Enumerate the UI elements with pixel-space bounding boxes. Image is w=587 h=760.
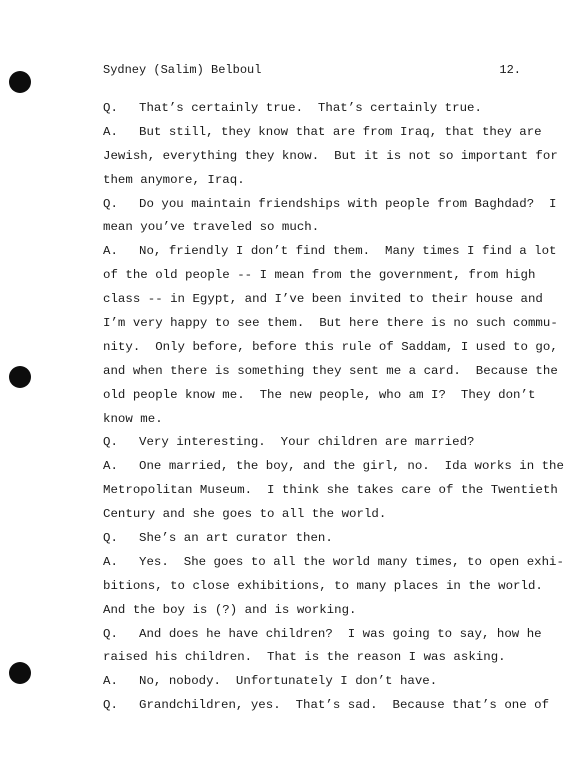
line-text: I’m very happy to see them. But here there is no such commu-	[103, 316, 558, 331]
speaker-label: Q.	[103, 531, 118, 546]
line-text: them anymore, Iraq.	[103, 172, 245, 187]
transcript-line	[103, 264, 536, 288]
line-text: class -- in Egypt, and I’ve been invited to their house and	[103, 292, 543, 307]
line-text: of the old people -- I mean from the government, from high	[103, 268, 536, 283]
line-text: mean you’ve traveled so much.	[103, 220, 320, 235]
speaker-label: Q.	[103, 101, 118, 115]
punch-hole-top	[9, 71, 31, 93]
line-text: But still, they know that are from Iraq, that they are	[139, 124, 542, 139]
line-text: and when there is something they sent me a card. Because the	[103, 363, 558, 378]
transcript-line	[103, 646, 528, 670]
transcript-line	[103, 503, 528, 527]
transcript-line	[103, 694, 550, 718]
line-text: raised his children. That is the reason I was asking.	[103, 650, 506, 665]
transcript-line	[103, 193, 557, 217]
transcript-line	[103, 670, 528, 694]
transcript-line	[103, 121, 542, 145]
transcript-line	[103, 336, 558, 360]
line-text: And the boy is (?) and is working.	[103, 602, 357, 617]
transcript-line	[103, 479, 558, 503]
speaker-label: A.	[103, 459, 118, 474]
speaker-label: A.	[103, 244, 118, 259]
transcript-line	[103, 408, 528, 432]
transcript-line	[103, 97, 528, 121]
transcript-line	[103, 623, 542, 647]
punch-hole-bottom	[9, 662, 31, 684]
speaker-label: Q.	[103, 196, 118, 211]
transcript-line	[103, 575, 543, 599]
transcript-line	[103, 527, 528, 551]
line-text: nity. Only before, before this rule of Saddam, I used to go,	[103, 339, 558, 354]
speaker-label: Q.	[103, 435, 118, 450]
transcript-line	[103, 240, 557, 264]
line-text: old people know me. The new people, who am I? They don’t	[103, 387, 536, 402]
speaker-label: A.	[103, 554, 118, 569]
transcript-line	[103, 599, 528, 623]
line-text: That’s certainly true. That’s certainly true.	[139, 101, 482, 115]
transcript-line	[103, 169, 528, 193]
speaker-label: A.	[103, 674, 118, 689]
line-text: No, nobody. Unfortunately I don’t have.	[139, 674, 438, 689]
line-text: Very interesting. Your children are married?	[139, 435, 475, 450]
line-text: And does he have children? I was going to say, how he	[139, 626, 542, 641]
transcript-line	[103, 360, 558, 384]
page-number: 12.	[499, 63, 521, 77]
speaker-label: Q.	[103, 626, 118, 641]
line-text: Grandchildren, yes. That’s sad. Because that’s one of	[139, 698, 550, 713]
transcript-line	[103, 216, 528, 240]
line-text: Century and she goes to all the world.	[103, 507, 387, 522]
transcript-line	[103, 455, 564, 479]
line-text: One married, the boy, and the girl, no. Ida works in the	[139, 459, 564, 474]
transcript-line	[103, 145, 558, 169]
transcript-line	[103, 384, 536, 408]
transcript-body	[103, 97, 564, 718]
line-text: bitions, to close exhibitions, to many places in the world.	[103, 578, 543, 593]
speaker-label: Q.	[103, 698, 118, 713]
line-text: No, friendly I don’t find them. Many times I find a lot	[139, 244, 557, 259]
transcript-line	[103, 551, 564, 575]
line-text: Jewish, everything they know. But it is not so important for	[103, 148, 558, 163]
line-text: know me.	[103, 411, 163, 426]
line-text: Do you maintain friendships with people from Baghdad? I	[139, 196, 557, 211]
speaker-label: A.	[103, 124, 118, 139]
line-text: She’s an art curator then.	[139, 531, 333, 546]
interviewee-name: Sydney (Salim) Belboul	[103, 63, 262, 77]
transcript-line	[103, 431, 528, 455]
line-text: Yes. She goes to all the world many times, to open exhi-	[139, 554, 564, 569]
transcript-line	[103, 288, 543, 312]
transcript-line	[103, 312, 558, 336]
punch-hole-middle	[9, 366, 31, 388]
line-text: Metropolitan Museum. I think she takes care of the Twentieth	[103, 483, 558, 498]
